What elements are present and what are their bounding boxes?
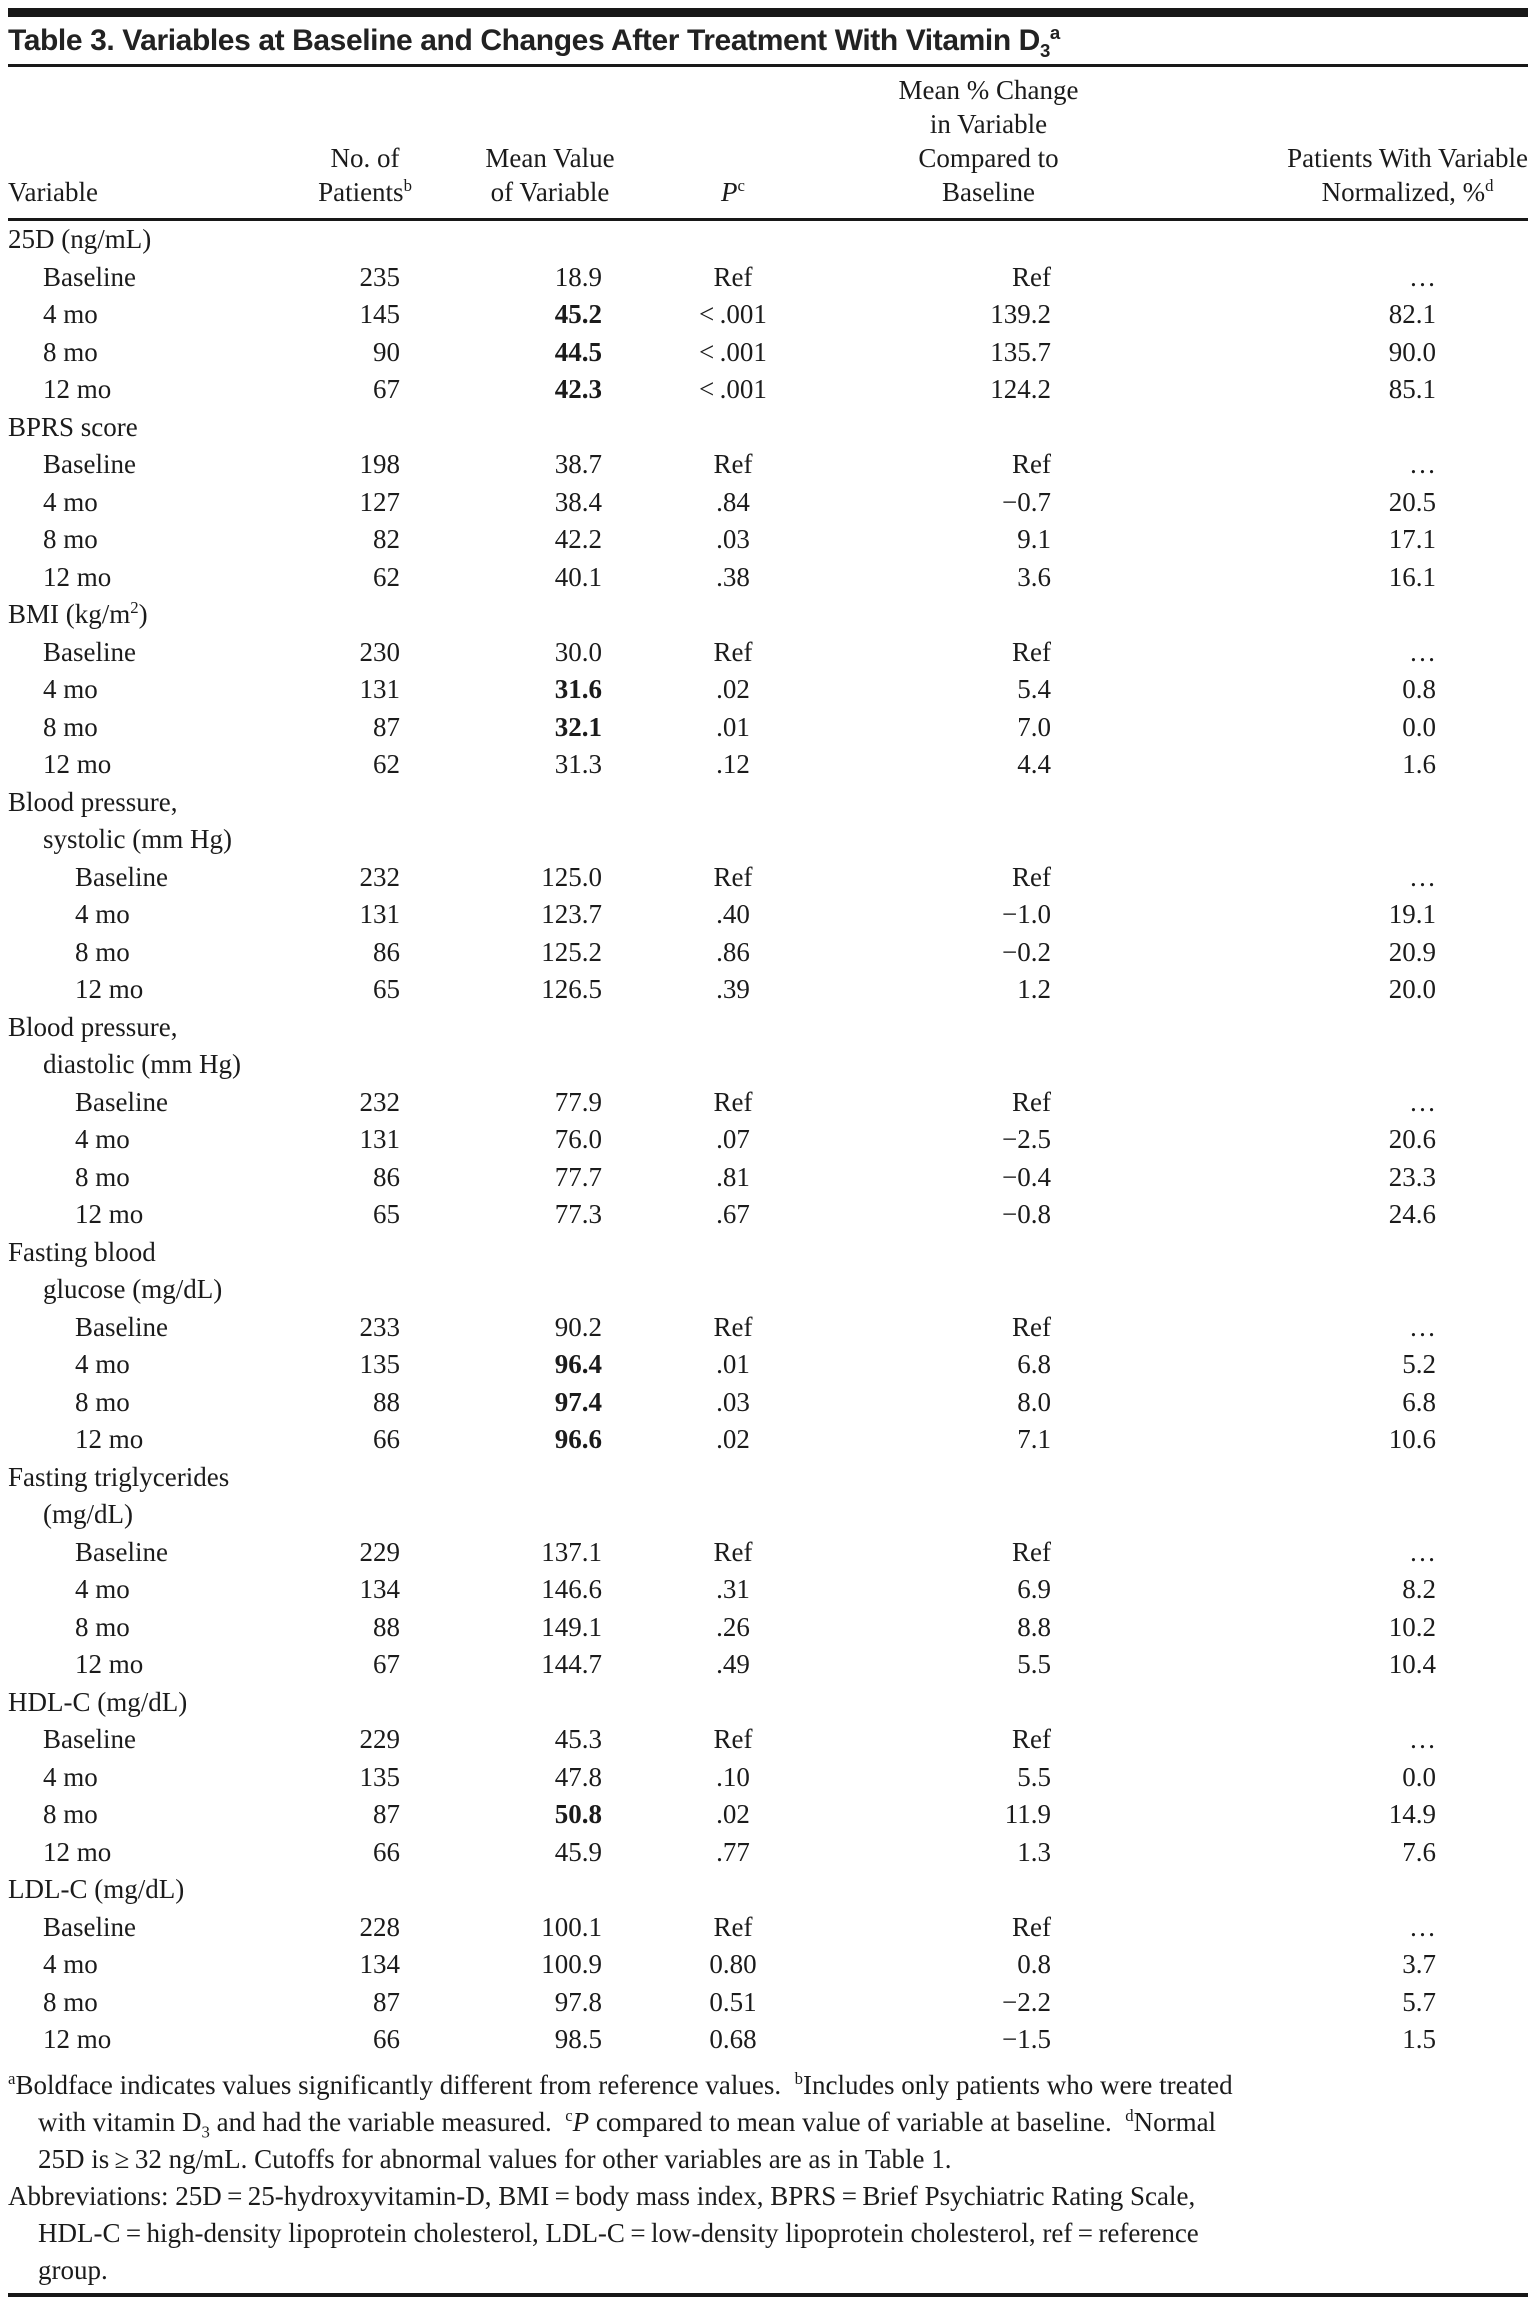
cell-mean-value: 96.4 <box>554 1349 602 1380</box>
cell-normalized-percent: 3.7 <box>1402 1949 1436 1980</box>
cell-timepoint: 12 mo <box>43 1836 112 1867</box>
cell-timepoint: Baseline <box>75 1086 168 1117</box>
data-table <box>8 67 1528 2059</box>
cell-normalized-percent: 6.8 <box>1402 1386 1436 1417</box>
group-label-row <box>8 1009 1528 1047</box>
cell-mean-value: 31.6 <box>554 674 602 705</box>
group-label-row <box>8 409 1528 447</box>
cell-normalized-percent: 7.6 <box>1402 1836 1436 1867</box>
cell-p-value: .10 <box>716 1761 750 1792</box>
cell-timepoint: 12 mo <box>43 561 112 592</box>
group-label-row <box>8 596 1528 634</box>
cell-p-value: .03 <box>716 1386 750 1417</box>
cell-p-value: Ref <box>713 1311 753 1342</box>
table-row <box>8 1084 1528 1122</box>
cell-patient-count: 67 <box>373 374 400 405</box>
group-label: LDL-C (mg/dL) <box>8 1874 185 1905</box>
cell-normalized-percent: … <box>1409 261 1436 292</box>
table-body <box>8 220 1528 2059</box>
footnote-line: Abbreviations: 25D = 25-hydroxyvitamin-D, BMI = body mass index, BPRS = Brief Psychiatric Rating Scale, <box>8 2180 1196 2211</box>
table-row <box>8 1159 1528 1197</box>
cell-normalized-percent: 14.9 <box>1388 1799 1436 1830</box>
cell-mean-value: 50.8 <box>554 1799 602 1830</box>
cell-timepoint: 8 mo <box>43 1986 98 2017</box>
cell-percent-change: 5.5 <box>1017 1649 1051 1680</box>
group-label: BMI $(kg/m^2)$ <box>8 598 148 630</box>
cell-patient-count: 87 <box>373 711 400 742</box>
table-row <box>8 1609 1528 1647</box>
cell-normalized-percent: … <box>1409 449 1436 480</box>
cell-timepoint: 4 mo <box>43 1949 98 1980</box>
cell-percent-change: Ref <box>1012 1724 1051 1755</box>
cell-timepoint: Baseline <box>75 1536 168 1567</box>
cell-patient-count: 131 <box>359 899 400 930</box>
table-row <box>8 1534 1528 1572</box>
cell-p-value: .39 <box>716 974 750 1005</box>
cell-normalized-percent: 20.5 <box>1388 486 1436 517</box>
table-row <box>8 1796 1528 1834</box>
top-rule <box>8 8 1528 17</box>
table-row <box>8 1984 1528 2022</box>
cell-mean-value: 100.1 <box>541 1911 602 1942</box>
group-label: diastolic (mm Hg) <box>43 1049 241 1080</box>
cell-patient-count: 229 <box>359 1536 400 1567</box>
cell-p-value: .03 <box>716 524 750 555</box>
cell-patient-count: 131 <box>359 674 400 705</box>
cell-normalized-percent: 20.6 <box>1388 1124 1436 1155</box>
cell-normalized-percent: 85.1 <box>1388 374 1436 405</box>
cell-p-value: Ref <box>713 449 753 480</box>
cell-normalized-percent: 23.3 <box>1388 1161 1436 1192</box>
cell-timepoint: 12 mo <box>43 2024 112 2055</box>
table-row <box>8 259 1528 297</box>
cell-percent-change: 6.9 <box>1017 1574 1051 1605</box>
table-row <box>8 1721 1528 1759</box>
cell-normalized-percent: 20.0 <box>1388 974 1436 1005</box>
group-label: Fasting triglycerides <box>8 1461 230 1492</box>
cell-timepoint: 4 mo <box>43 299 98 330</box>
group-label-row <box>8 1046 1528 1084</box>
cell-timepoint: 4 mo <box>43 486 98 517</box>
table-row <box>8 1384 1528 1422</box>
column-header-p: $P^c$ <box>608 67 858 220</box>
cell-percent-change: −1.0 <box>1002 899 1051 930</box>
cell-patient-count: 90 <box>373 336 400 367</box>
cell-p-value: 0.80 <box>709 1949 757 1980</box>
cell-mean-value: 40.1 <box>554 561 602 592</box>
cell-patient-count: 88 <box>373 1611 400 1642</box>
cell-percent-change: 139.2 <box>990 299 1051 330</box>
cell-mean-value: 98.5 <box>554 2024 602 2055</box>
table-row <box>8 971 1528 1009</box>
cell-mean-value: 137.1 <box>541 1536 602 1567</box>
cell-patient-count: 230 <box>359 636 400 667</box>
footnotes <box>8 2067 1528 2289</box>
cell-mean-value: 144.7 <box>541 1649 602 1680</box>
cell-timepoint: Baseline <box>75 861 168 892</box>
cell-patient-count: 131 <box>359 1124 400 1155</box>
cell-percent-change: Ref <box>1012 1311 1051 1342</box>
table-row <box>8 934 1528 972</box>
table-row <box>8 1121 1528 1159</box>
cell-normalized-percent: 10.2 <box>1388 1611 1436 1642</box>
column-header-normalized: Patients With Variable Normalized, %$^d$ <box>1063 67 1528 220</box>
cell-patient-count: 66 <box>373 2024 400 2055</box>
cell-p-value: < .001 <box>699 336 767 367</box>
cell-patient-count: 127 <box>359 486 400 517</box>
group-label: 25D (ng/mL) <box>8 224 152 255</box>
cell-percent-change: Ref <box>1012 1536 1051 1567</box>
cell-mean-value: 18.9 <box>554 261 602 292</box>
cell-percent-change: Ref <box>1012 1911 1051 1942</box>
table3-document <box>0 8 1536 2285</box>
footnote-line: $^a$Boldface indicates values significantly different from reference values. $^b$Includes only patients who were treated <box>8 2068 1233 2100</box>
table-row <box>8 296 1528 334</box>
cell-p-value: .01 <box>716 1349 750 1380</box>
cell-p-value: .86 <box>716 936 750 967</box>
column-header-mean: Mean Value of Variable <box>408 67 608 220</box>
cell-mean-value: 42.3 <box>554 374 602 405</box>
table-row <box>8 709 1528 747</box>
table-row <box>8 1834 1528 1872</box>
cell-normalized-percent: … <box>1409 1311 1436 1342</box>
table-row <box>8 634 1528 672</box>
cell-patient-count: 134 <box>359 1949 400 1980</box>
cell-patient-count: 66 <box>373 1836 400 1867</box>
cell-p-value: .49 <box>716 1649 750 1680</box>
table-header <box>8 67 1528 220</box>
cell-percent-change: Ref <box>1012 861 1051 892</box>
cell-p-value: .77 <box>716 1836 750 1867</box>
cell-mean-value: 97.4 <box>554 1386 602 1417</box>
bottom-rule <box>8 2293 1528 2297</box>
cell-mean-value: 96.6 <box>554 1424 602 1455</box>
table-row <box>8 671 1528 709</box>
cell-patient-count: 87 <box>373 1986 400 2017</box>
cell-normalized-percent: 17.1 <box>1388 524 1436 555</box>
cell-percent-change: 5.5 <box>1017 1761 1051 1792</box>
group-label: glucose (mg/dL) <box>43 1274 223 1305</box>
group-label: Blood pressure, <box>8 1011 178 1042</box>
cell-percent-change: Ref <box>1012 1086 1051 1117</box>
cell-p-value: .07 <box>716 1124 750 1155</box>
cell-percent-change: Ref <box>1012 636 1051 667</box>
cell-p-value: .01 <box>716 711 750 742</box>
cell-percent-change: 8.8 <box>1017 1611 1051 1642</box>
cell-mean-value: 38.4 <box>554 486 602 517</box>
cell-timepoint: 8 mo <box>75 936 130 967</box>
cell-normalized-percent: 0.8 <box>1402 674 1436 705</box>
cell-p-value: .40 <box>716 899 750 930</box>
group-label-row <box>8 220 1528 259</box>
cell-percent-change: −0.8 <box>1002 1199 1051 1230</box>
group-label: BPRS score <box>8 411 138 442</box>
table-row <box>8 334 1528 372</box>
cell-timepoint: Baseline <box>43 1724 136 1755</box>
cell-p-value: .26 <box>716 1611 750 1642</box>
column-header-variable: Variable <box>8 67 298 220</box>
cell-p-value: Ref <box>713 861 753 892</box>
group-label-row <box>8 1496 1528 1534</box>
cell-p-value: 0.68 <box>709 2024 757 2055</box>
cell-timepoint: 8 mo <box>43 524 98 555</box>
cell-normalized-percent: 24.6 <box>1388 1199 1436 1230</box>
cell-timepoint: 12 mo <box>43 374 112 405</box>
group-label: systolic (mm Hg) <box>43 824 232 855</box>
cell-normalized-percent: 5.7 <box>1402 1986 1436 2017</box>
cell-timepoint: 8 mo <box>43 711 98 742</box>
cell-patient-count: 233 <box>359 1311 400 1342</box>
cell-mean-value: 97.8 <box>554 1986 602 2017</box>
group-label-row <box>8 784 1528 822</box>
cell-percent-change: 1.3 <box>1017 1836 1051 1867</box>
cell-p-value: Ref <box>713 1724 753 1755</box>
cell-timepoint: 8 mo <box>43 1799 98 1830</box>
cell-percent-change: 0.8 <box>1017 1949 1051 1980</box>
table-row <box>8 1196 1528 1234</box>
cell-normalized-percent: … <box>1409 1724 1436 1755</box>
cell-normalized-percent: 20.9 <box>1388 936 1436 967</box>
cell-mean-value: 45.2 <box>554 299 602 330</box>
cell-mean-value: 146.6 <box>541 1574 602 1605</box>
cell-patient-count: 62 <box>373 749 400 780</box>
cell-p-value: .02 <box>716 674 750 705</box>
cell-normalized-percent: 82.1 <box>1388 299 1436 330</box>
cell-patient-count: 67 <box>373 1649 400 1680</box>
cell-mean-value: 77.7 <box>554 1161 602 1192</box>
cell-mean-value: 45.9 <box>554 1836 602 1867</box>
table-row <box>8 1421 1528 1459</box>
cell-timepoint: 12 mo <box>75 1424 144 1455</box>
cell-patient-count: 65 <box>373 974 400 1005</box>
cell-p-value: .12 <box>716 749 750 780</box>
cell-patient-count: 232 <box>359 1086 400 1117</box>
cell-p-value: Ref <box>713 1536 753 1567</box>
group-label-row <box>8 821 1528 859</box>
cell-timepoint: 12 mo <box>43 749 112 780</box>
cell-normalized-percent: … <box>1409 1911 1436 1942</box>
group-label-row <box>8 1684 1528 1722</box>
table-row <box>8 1646 1528 1684</box>
footnote-line: with vitamin $D_3$ and had the variable measured. $^c$P compared to mean value of variable at baseline. $^d$Normal <box>38 2105 1217 2141</box>
table-row <box>8 446 1528 484</box>
header-row <box>8 67 1528 220</box>
cell-patient-count: 198 <box>359 449 400 480</box>
cell-patient-count: 66 <box>373 1424 400 1455</box>
cell-percent-change: 4.4 <box>1017 749 1051 780</box>
cell-timepoint: 12 mo <box>75 1199 144 1230</box>
cell-normalized-percent: 0.0 <box>1402 711 1436 742</box>
cell-p-value: < .001 <box>699 299 767 330</box>
cell-percent-change: −0.4 <box>1002 1161 1051 1192</box>
table-row <box>8 746 1528 784</box>
table-row <box>8 484 1528 522</box>
cell-percent-change: 1.2 <box>1017 974 1051 1005</box>
group-label-row <box>8 1234 1528 1272</box>
cell-timepoint: Baseline <box>43 261 136 292</box>
cell-percent-change: 11.9 <box>1004 1799 1051 1830</box>
cell-mean-value: 149.1 <box>541 1611 602 1642</box>
cell-mean-value: 30.0 <box>554 636 602 667</box>
cell-timepoint: Baseline <box>75 1311 168 1342</box>
table-row <box>8 1309 1528 1347</box>
cell-timepoint: Baseline <box>43 1911 136 1942</box>
cell-p-value: .31 <box>716 1574 750 1605</box>
table-row <box>8 859 1528 897</box>
cell-percent-change: −0.2 <box>1002 936 1051 967</box>
cell-normalized-percent: 19.1 <box>1388 899 1436 930</box>
cell-mean-value: 126.5 <box>541 974 602 1005</box>
cell-patient-count: 135 <box>359 1349 400 1380</box>
cell-timepoint: 8 mo <box>75 1386 130 1417</box>
table-row <box>8 1571 1528 1609</box>
cell-mean-value: 45.3 <box>554 1724 602 1755</box>
cell-timepoint: 4 mo <box>75 1574 130 1605</box>
cell-mean-value: 76.0 <box>554 1124 602 1155</box>
cell-percent-change: −1.5 <box>1002 2024 1051 2055</box>
cell-timepoint: 8 mo <box>43 336 98 367</box>
cell-normalized-percent: … <box>1409 636 1436 667</box>
cell-patient-count: 228 <box>359 1911 400 1942</box>
cell-patient-count: 86 <box>373 936 400 967</box>
cell-normalized-percent: 10.6 <box>1388 1424 1436 1455</box>
cell-percent-change: 6.8 <box>1017 1349 1051 1380</box>
cell-patient-count: 82 <box>373 524 400 555</box>
table-row <box>8 1346 1528 1384</box>
cell-normalized-percent: 10.4 <box>1388 1649 1436 1680</box>
footnote-line: group. <box>38 2254 108 2285</box>
cell-p-value: .81 <box>716 1161 750 1192</box>
cell-percent-change: 5.4 <box>1017 674 1051 705</box>
cell-timepoint: Baseline <box>43 449 136 480</box>
cell-mean-value: 31.3 <box>554 749 602 780</box>
group-label: Blood pressure, <box>8 786 178 817</box>
cell-patient-count: 86 <box>373 1161 400 1192</box>
footnote-line: 25D is ≥ 32 ng/mL. Cutoffs for abnormal values for other variables are as in Table 1. <box>38 2143 952 2174</box>
cell-mean-value: 44.5 <box>554 336 602 367</box>
cell-timepoint: 4 mo <box>75 899 130 930</box>
cell-patient-count: 62 <box>373 561 400 592</box>
footnote-line: HDL-C = high-density lipoprotein cholesterol, LDL-C = low-density lipoprotein cholesterol, ref = reference <box>38 2217 1199 2248</box>
cell-mean-value: 77.3 <box>554 1199 602 1230</box>
cell-normalized-percent: 16.1 <box>1388 561 1436 592</box>
group-label: (mg/dL) <box>43 1499 133 1530</box>
table-row <box>8 1946 1528 1984</box>
table-row <box>8 1759 1528 1797</box>
cell-mean-value: 38.7 <box>554 449 602 480</box>
column-header-change: Mean % Change in Variable Compared to Baseline <box>858 67 1063 220</box>
cell-timepoint: 12 mo <box>75 1649 144 1680</box>
cell-timepoint: 4 mo <box>43 1761 98 1792</box>
table-row <box>8 559 1528 597</box>
cell-p-value: .02 <box>716 1799 750 1830</box>
table-row <box>8 2021 1528 2059</box>
group-label-row <box>8 1271 1528 1309</box>
cell-p-value: Ref <box>713 1911 753 1942</box>
cell-percent-change: 7.0 <box>1017 711 1051 742</box>
cell-p-value: Ref <box>713 261 753 292</box>
cell-patient-count: 229 <box>359 1724 400 1755</box>
table-row <box>8 371 1528 409</box>
cell-timepoint: 4 mo <box>43 674 98 705</box>
cell-p-value: .38 <box>716 561 750 592</box>
group-label-row <box>8 1459 1528 1497</box>
cell-mean-value: 77.9 <box>554 1086 602 1117</box>
cell-timepoint: Baseline <box>43 636 136 667</box>
group-label: Fasting blood <box>8 1236 156 1267</box>
table-row <box>8 521 1528 559</box>
table-row <box>8 1909 1528 1947</box>
cell-p-value: 0.51 <box>709 1986 757 2017</box>
cell-timepoint: 4 mo <box>75 1349 130 1380</box>
cell-normalized-percent: … <box>1409 861 1436 892</box>
table-title: Table 3. Variables at Baseline and Changes After Treatment With Vitamin $D_3^a$ <box>8 22 1060 61</box>
cell-normalized-percent: 1.6 <box>1402 749 1436 780</box>
cell-timepoint: 4 mo <box>75 1124 130 1155</box>
cell-percent-change: 9.1 <box>1017 524 1051 555</box>
cell-normalized-percent: … <box>1409 1536 1436 1567</box>
group-label: HDL-C (mg/dL) <box>8 1686 188 1717</box>
cell-percent-change: Ref <box>1012 261 1051 292</box>
cell-patient-count: 87 <box>373 1799 400 1830</box>
cell-percent-change: Ref <box>1012 449 1051 480</box>
cell-mean-value: 90.2 <box>554 1311 602 1342</box>
cell-percent-change: 124.2 <box>990 374 1051 405</box>
cell-normalized-percent: 90.0 <box>1388 336 1436 367</box>
cell-percent-change: −2.5 <box>1002 1124 1051 1155</box>
cell-timepoint: 12 mo <box>75 974 144 1005</box>
cell-p-value: < .001 <box>699 374 767 405</box>
cell-patient-count: 134 <box>359 1574 400 1605</box>
cell-mean-value: 125.0 <box>541 861 602 892</box>
cell-percent-change: 3.6 <box>1017 561 1051 592</box>
cell-normalized-percent: 1.5 <box>1402 2024 1436 2055</box>
cell-patient-count: 235 <box>359 261 400 292</box>
cell-p-value: .84 <box>716 486 750 517</box>
cell-p-value: Ref <box>713 1086 753 1117</box>
cell-percent-change: −0.7 <box>1002 486 1051 517</box>
cell-mean-value: 47.8 <box>554 1761 602 1792</box>
cell-mean-value: 125.2 <box>541 936 602 967</box>
cell-p-value: .67 <box>716 1199 750 1230</box>
cell-patient-count: 135 <box>359 1761 400 1792</box>
cell-mean-value: 123.7 <box>541 899 602 930</box>
cell-percent-change: 135.7 <box>990 336 1051 367</box>
cell-normalized-percent: … <box>1409 1086 1436 1117</box>
cell-mean-value: 32.1 <box>554 711 602 742</box>
cell-percent-change: 7.1 <box>1017 1424 1051 1455</box>
cell-patient-count: 65 <box>373 1199 400 1230</box>
cell-mean-value: 42.2 <box>554 524 602 555</box>
cell-timepoint: 8 mo <box>75 1611 130 1642</box>
cell-p-value: .02 <box>716 1424 750 1455</box>
cell-mean-value: 100.9 <box>541 1949 602 1980</box>
cell-normalized-percent: 8.2 <box>1402 1574 1436 1605</box>
cell-percent-change: 8.0 <box>1017 1386 1051 1417</box>
table-row <box>8 896 1528 934</box>
group-label-row <box>8 1871 1528 1909</box>
cell-patient-count: 88 <box>373 1386 400 1417</box>
cell-patient-count: 232 <box>359 861 400 892</box>
column-header-patients: No. of Patients$^b$ <box>298 67 408 220</box>
cell-normalized-percent: 5.2 <box>1402 1349 1436 1380</box>
cell-normalized-percent: 0.0 <box>1402 1761 1436 1792</box>
cell-patient-count: 145 <box>359 299 400 330</box>
cell-timepoint: 8 mo <box>75 1161 130 1192</box>
cell-p-value: Ref <box>713 636 753 667</box>
cell-percent-change: −2.2 <box>1002 1986 1051 2017</box>
